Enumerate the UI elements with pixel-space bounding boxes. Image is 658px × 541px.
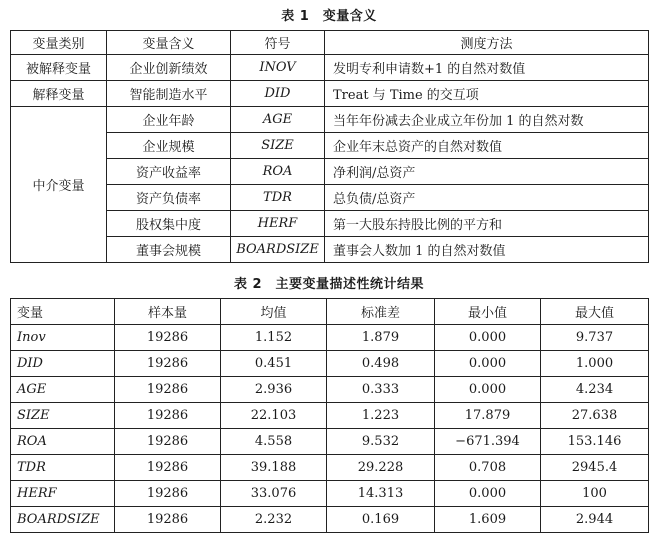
max-cell: 100: [541, 481, 649, 507]
descriptive-statistics-table: [10, 298, 649, 533]
mean-cell: 22.103: [221, 403, 327, 429]
header-cell: 最大值: [541, 299, 649, 325]
variable-cell: TDR: [11, 455, 115, 481]
header-cell: 均值: [221, 299, 327, 325]
meaning-cell: 董事会规模: [107, 237, 231, 263]
meaning-cell: 企业创新绩效: [107, 55, 231, 81]
method-cell: 第一大股东持股比例的平方和: [325, 211, 649, 237]
method-cell: 净利润/总资产: [325, 159, 649, 185]
table-row: [11, 237, 649, 263]
symbol-cell: ROA: [231, 159, 325, 185]
variable-cell: AGE: [11, 377, 115, 403]
variable-cell: HERF: [11, 481, 115, 507]
std-dev-cell: 1.223: [327, 403, 435, 429]
table-row: [11, 159, 649, 185]
header-cell: 标准差: [327, 299, 435, 325]
std-dev-cell: 29.228: [327, 455, 435, 481]
method-cell: 发明专利申请数+1 的自然对数值: [325, 55, 649, 81]
header-cell: 变量类别: [11, 31, 107, 55]
sample-size-cell: 19286: [115, 325, 221, 351]
max-cell: 2.944: [541, 507, 649, 533]
table-row: [11, 351, 649, 377]
max-cell: 153.146: [541, 429, 649, 455]
header-cell: 符号: [231, 31, 325, 55]
std-dev-cell: 9.532: [327, 429, 435, 455]
min-cell: −671.394: [435, 429, 541, 455]
mean-cell: 4.558: [221, 429, 327, 455]
min-cell: 1.609: [435, 507, 541, 533]
symbol-cell: AGE: [231, 107, 325, 133]
header-cell: 样本量: [115, 299, 221, 325]
min-cell: 0.708: [435, 455, 541, 481]
method-cell: 董事会人数加 1 的自然对数值: [325, 237, 649, 263]
sample-size-cell: 19286: [115, 455, 221, 481]
symbol-cell: TDR: [231, 185, 325, 211]
table2-caption: 表 2 主要变量描述性统计结果: [233, 277, 425, 292]
symbol-cell: SIZE: [231, 133, 325, 159]
max-cell: 2945.4: [541, 455, 649, 481]
sample-size-cell: 19286: [115, 403, 221, 429]
header-cell: 变量: [11, 299, 115, 325]
min-cell: 0.000: [435, 325, 541, 351]
meaning-cell: 股权集中度: [107, 211, 231, 237]
variable-cell: ROA: [11, 429, 115, 455]
mean-cell: 2.936: [221, 377, 327, 403]
max-cell: 4.234: [541, 377, 649, 403]
symbol-cell: BOARDSIZE: [231, 237, 325, 263]
symbol-cell: INOV: [231, 55, 325, 81]
std-dev-cell: 0.498: [327, 351, 435, 377]
table-row: [11, 107, 649, 133]
method-cell: Treat 与 Time 的交互项: [325, 81, 649, 107]
table-row: [11, 185, 649, 211]
min-cell: 0.000: [435, 481, 541, 507]
meaning-cell: 企业年龄: [107, 107, 231, 133]
variable-cell: DID: [11, 351, 115, 377]
symbol-cell: HERF: [231, 211, 325, 237]
header-cell: 最小值: [435, 299, 541, 325]
sample-size-cell: 19286: [115, 351, 221, 377]
sample-size-cell: 19286: [115, 377, 221, 403]
method-cell: 企业年末总资产的自然对数值: [325, 133, 649, 159]
sample-size-cell: 19286: [115, 429, 221, 455]
mean-cell: 39.188: [221, 455, 327, 481]
variable-cell: Inov: [11, 325, 115, 351]
table-row: [11, 81, 649, 107]
meaning-cell: 资产负债率: [107, 185, 231, 211]
min-cell: 17.879: [435, 403, 541, 429]
header-cell: 变量含义: [107, 31, 231, 55]
table-row: [11, 211, 649, 237]
table-row: [11, 55, 649, 81]
meaning-cell: 企业规模: [107, 133, 231, 159]
variable-definition-table: [10, 30, 649, 263]
header-cell: 测度方法: [325, 31, 649, 55]
min-cell: 0.000: [435, 351, 541, 377]
sample-size-cell: 19286: [115, 507, 221, 533]
table-row: [11, 133, 649, 159]
max-cell: 1.000: [541, 351, 649, 377]
table-header-row: [11, 31, 649, 55]
max-cell: 9.737: [541, 325, 649, 351]
mean-cell: 33.076: [221, 481, 327, 507]
std-dev-cell: 1.879: [327, 325, 435, 351]
symbol-cell: DID: [231, 81, 325, 107]
std-dev-cell: 0.169: [327, 507, 435, 533]
category-cell: 解释变量: [11, 81, 107, 107]
sample-size-cell: 19286: [115, 481, 221, 507]
table-header-row: [11, 299, 649, 325]
method-cell: 当年年份减去企业成立年份加 1 的自然对数: [325, 107, 649, 133]
table-row: [11, 403, 649, 429]
mean-cell: 0.451: [221, 351, 327, 377]
meaning-cell: 资产收益率: [107, 159, 231, 185]
table-row: [11, 455, 649, 481]
std-dev-cell: 14.313: [327, 481, 435, 507]
method-cell: 总负债/总资产: [325, 185, 649, 211]
mean-cell: 1.152: [221, 325, 327, 351]
category-cell: 中介变量: [11, 107, 107, 263]
mean-cell: 2.232: [221, 507, 327, 533]
variable-cell: SIZE: [11, 403, 115, 429]
min-cell: 0.000: [435, 377, 541, 403]
table-row: [11, 481, 649, 507]
variable-cell: BOARDSIZE: [11, 507, 115, 533]
table-row: [11, 377, 649, 403]
max-cell: 27.638: [541, 403, 649, 429]
std-dev-cell: 0.333: [327, 377, 435, 403]
table1-caption: 表 1 变量含义: [281, 9, 377, 24]
table-row: [11, 429, 649, 455]
table-row: [11, 507, 649, 533]
meaning-cell: 智能制造水平: [107, 81, 231, 107]
table-row: [11, 325, 649, 351]
category-cell: 被解释变量: [11, 55, 107, 81]
